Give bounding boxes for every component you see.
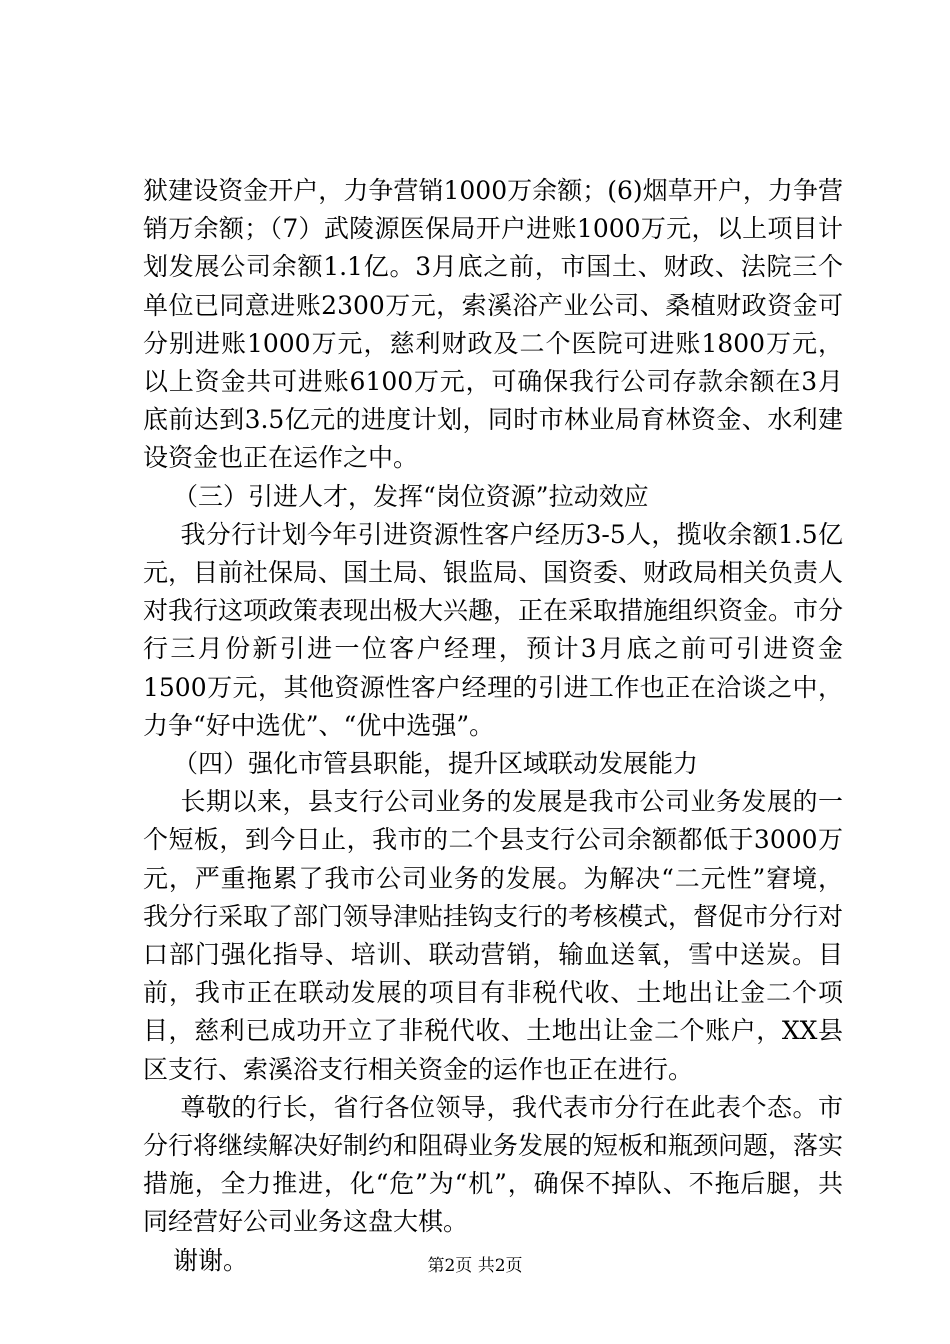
page-footer [0, 1255, 950, 1277]
section-heading-four: （四）强化市管县职能，提升区域联动发展能力 [173, 749, 699, 779]
paragraph-county: 长期以来，县支行公司业务的发展是我市公司业务发展的一个短板，到今日止，我市的二个县支行公司余额都低于3000万元，严重拖累了我市公司业务的发展。为解决“二元性”窘境，我分行采取了部门领导津贴挂钩支行的考核模式，督促市分行对口部门强化指导、培训、联动营销，输血送氧，雪中送炭。目前，我市正在联动发展的项目有非税代收、土地出让金二个项目，慈利已成功开立了非税代收、土地出让金二个账户，XX县区支行、索溪浴支行相关资金的运作也正在进行。 [143, 787, 844, 1084]
paragraph-closing: 尊敬的行长，省行各位领导，我代表市分行在此表个态。市分行将继续解决好制约和阻碍业务发展的短板和瓶颈问题，落实措施，全力推进，化“危”为“机”，确保不掉队、不拖后腿，共同经营好公司业务这盘大棋。 [143, 1092, 844, 1237]
page-number: 第2页 共2页 [427, 1256, 523, 1276]
paragraph-continuation: 狱建设资金开户，力争营销1000万余额；(6)烟草开户，力争营销万余额；（7）武陵源医保局开户进账1000万元，以上项目计划发展公司余额1.1亿。3月底之前，市国土、财政、法院三个单位已同意进账2300万元，索溪浴产业公司、桑植财政资金可分别进账1000万元，慈利财政及二个医院可进账1800万元，以上资金共可进账6100万元，可确保我行公司存款余额在3月底前达到3.5亿元的进度计划，同时市林业局育林资金、水利建设资金也正在运作之中。 [143, 176, 843, 473]
paragraph-talent: 我分行计划今年引进资源性客户经历3-5人，揽收余额1.5亿元，目前社保局、国土局、银监局、国资委、财政局相关负责人对我行这项政策表现出极大兴趣，正在采取措施组织资金。市分行三月份新引进一位客户经理，预计3月底之前可引进资金1500万元，其他资源性客户经理的引进工作也正在洽谈之中，力争“好中选优”、“优中选强”。 [143, 519, 844, 740]
paragraph-thanks: 谢谢。 [173, 1245, 249, 1275]
document-body [143, 172, 843, 1280]
section-heading-three: （三）引进人才，发挥“岗位资源”拉动效应 [173, 481, 649, 511]
